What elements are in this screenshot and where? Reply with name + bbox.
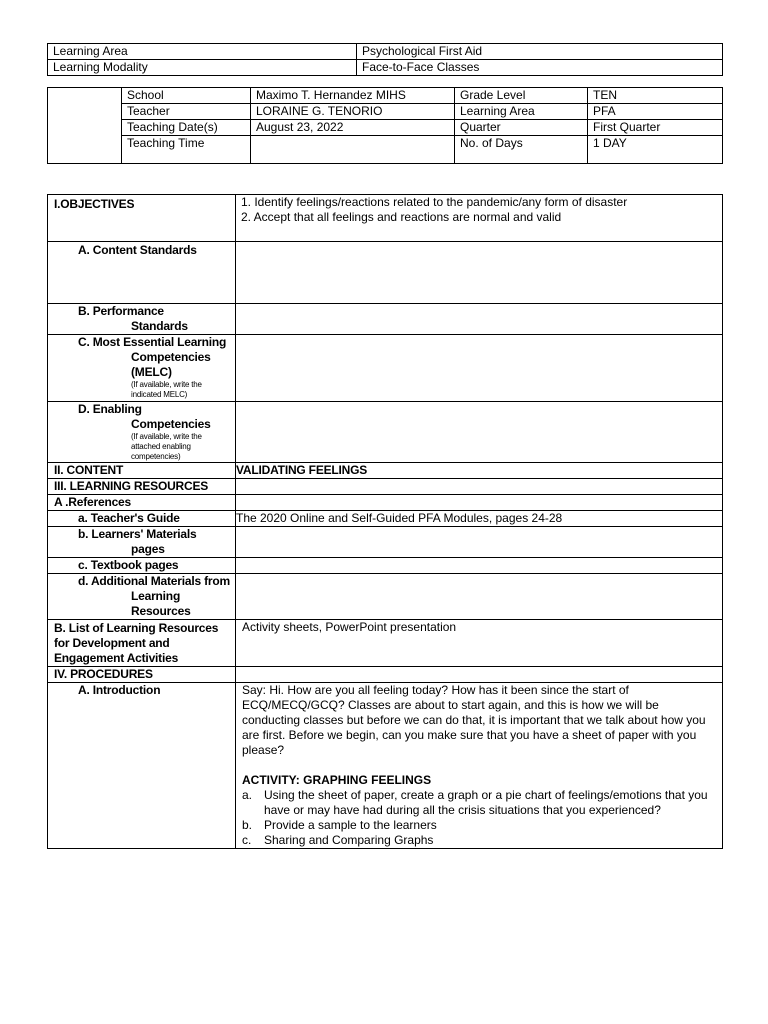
- activity-title: ACTIVITY: GRAPHING FEELINGS: [242, 773, 432, 787]
- activity-step: [242, 818, 720, 833]
- content-label: II. CONTENT: [48, 463, 236, 479]
- performance-standards-row: [48, 304, 723, 335]
- date-label: Teaching Date(s): [122, 120, 251, 136]
- content-standards-row: [48, 242, 723, 304]
- enabling-note: (If available, write the attached enabling competencies): [131, 432, 202, 461]
- teachers-guide-label: a. Teacher's Guide: [48, 511, 236, 527]
- melc-line-2: Competencies (MELC): [131, 350, 211, 379]
- header-row-learning-modality: [48, 60, 723, 76]
- additional-line-1: d. Additional Materials from: [78, 574, 230, 588]
- melc-note: (If available, write the indicated MELC): [131, 380, 202, 399]
- melc-row: [48, 335, 723, 402]
- objectives-value: [236, 195, 723, 242]
- melc-line-1: C. Most Essential Learning: [78, 335, 227, 349]
- quarter-label: Quarter: [455, 120, 588, 136]
- objective-2: 2. Accept that all feelings and reactions are normal and valid: [241, 210, 562, 224]
- teachers-guide-row: [48, 511, 723, 527]
- objectives-row: [48, 195, 723, 242]
- school-value: Maximo T. Hernandez MIHS: [251, 88, 455, 104]
- learners-materials-label: [48, 527, 236, 558]
- resources-row: [48, 479, 723, 495]
- resources-label: III. LEARNING RESOURCES: [48, 479, 236, 495]
- enabling-label: [48, 402, 236, 463]
- step-text: Using the sheet of paper, create a graph or a pie chart of feelings/emotions that you have or may have had during all the crisis situations that you experienced?: [264, 788, 708, 817]
- quarter-value: First Quarter: [588, 120, 723, 136]
- teacher-label: Teacher: [122, 104, 251, 120]
- list-line-2: for Development and: [54, 636, 170, 650]
- days-label: No. of Days: [455, 136, 588, 164]
- enabling-line-2: Competencies: [131, 417, 211, 431]
- performance-line-2: Standards: [131, 319, 188, 333]
- step-text: Provide a sample to the learners: [264, 818, 437, 832]
- list-line-1: B. List of Learning Resources: [54, 621, 219, 635]
- list-resources-label: [48, 620, 236, 667]
- objectives-label: I.OBJECTIVES: [48, 195, 236, 242]
- introduction-label: A. Introduction: [48, 683, 236, 849]
- content-standards-label: A. Content Standards: [48, 242, 236, 304]
- teacher-value: LORAINE G. TENORIO: [251, 104, 455, 120]
- activity-step: [242, 788, 720, 818]
- days-value: 1 DAY: [588, 136, 723, 164]
- grade-label: Grade Level: [455, 88, 588, 104]
- textbook-label: c. Textbook pages: [48, 558, 236, 574]
- info-table: [47, 87, 723, 164]
- objective-1: 1. Identify feelings/reactions related to the pandemic/any form of disaster: [241, 195, 628, 209]
- header-row-learning-area: [48, 44, 723, 60]
- step-marker: b.: [242, 818, 253, 832]
- header-table: [47, 43, 723, 76]
- step-marker: c.: [242, 833, 252, 847]
- references-value: [236, 495, 723, 511]
- references-label: A .References: [48, 495, 236, 511]
- melc-label: [48, 335, 236, 402]
- list-line-3: Engagement Activities: [54, 651, 179, 665]
- additional-line-2: Learning Resources: [131, 589, 191, 618]
- additional-materials-row: [48, 574, 723, 620]
- time-value: [251, 136, 455, 164]
- procedures-label: IV. PROCEDURES: [48, 667, 236, 683]
- additional-materials-value: [236, 574, 723, 620]
- header-label: Learning Area: [48, 44, 357, 60]
- melc-value: [236, 335, 723, 402]
- time-label: Teaching Time: [122, 136, 251, 164]
- step-text: Sharing and Comparing Graphs: [264, 833, 434, 847]
- performance-line-1: B. Performance: [78, 304, 164, 318]
- procedures-row: [48, 667, 723, 683]
- textbook-value: [236, 558, 723, 574]
- lesson-plan-table: [47, 194, 723, 849]
- procedures-value: [236, 667, 723, 683]
- enabling-row: [48, 402, 723, 463]
- enabling-value: [236, 402, 723, 463]
- header-label: Learning Modality: [48, 60, 357, 76]
- activity-step: [242, 833, 720, 848]
- learners-materials-value: [236, 527, 723, 558]
- list-resources-value: Activity sheets, PowerPoint presentation: [236, 620, 723, 667]
- additional-materials-label: [48, 574, 236, 620]
- introduction-value: [236, 683, 723, 849]
- grade-value: TEN: [588, 88, 723, 104]
- step-marker: a.: [242, 788, 253, 802]
- area-value: PFA: [588, 104, 723, 120]
- content-row: [48, 463, 723, 479]
- content-standards-value: [236, 242, 723, 304]
- performance-standards-label: [48, 304, 236, 335]
- performance-standards-value: [236, 304, 723, 335]
- area-label: Learning Area: [455, 104, 588, 120]
- teachers-guide-value: The 2020 Online and Self-Guided PFA Modules, pages 24-28: [236, 511, 723, 527]
- textbook-row: [48, 558, 723, 574]
- enabling-line-1: D. Enabling: [78, 402, 142, 416]
- info-blank-cell: [48, 88, 122, 164]
- school-label: School: [122, 88, 251, 104]
- learners-line-2: pages: [131, 542, 165, 556]
- learners-line-1: b. Learners' Materials: [78, 527, 197, 541]
- date-value: August 23, 2022: [251, 120, 455, 136]
- intro-paragraph: Say: Hi. How are you all feeling today? How has it been since the start of ECQ/MECQ/GCQ? Classes are about to start again, and this is how we will be conducting classes but before we can do that, it is important that we talk about how you are first. Before we begin, can you make sure that you have a sheet of paper with you please?: [242, 683, 706, 757]
- header-value: Psychological First Aid: [357, 44, 723, 60]
- learners-materials-row: [48, 527, 723, 558]
- resources-value: [236, 479, 723, 495]
- introduction-row: [48, 683, 723, 849]
- references-row: [48, 495, 723, 511]
- content-value: VALIDATING FEELINGS: [236, 463, 723, 479]
- list-resources-row: [48, 620, 723, 667]
- header-value: Face-to-Face Classes: [357, 60, 723, 76]
